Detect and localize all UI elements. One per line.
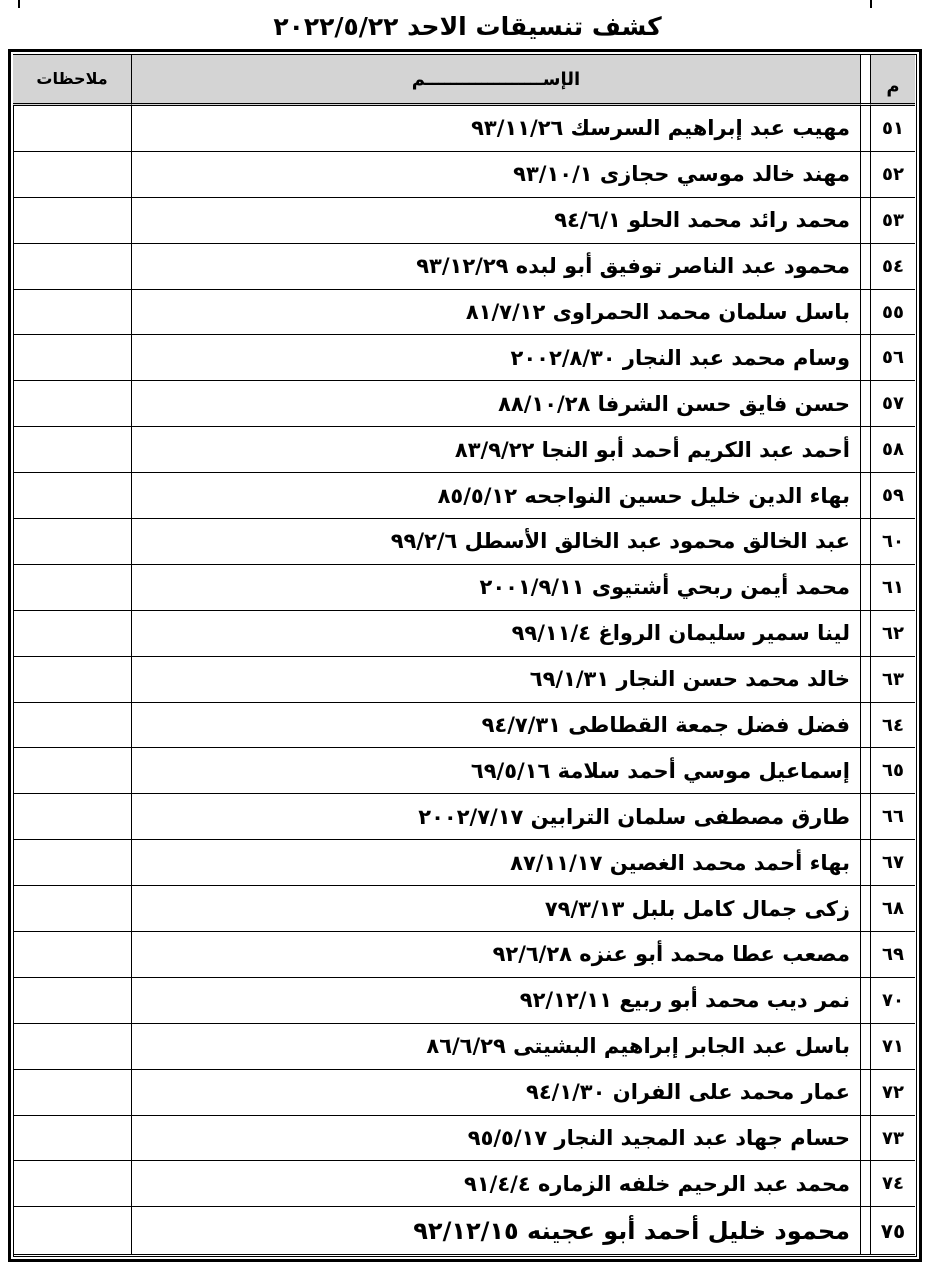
row-name: طارق مصطفى سلمان الترابين ٢٠٠٢/٧/١٧ bbox=[132, 794, 861, 840]
row-number: ٦٩ bbox=[871, 932, 915, 978]
row-notes bbox=[13, 748, 132, 794]
row-name: باسل عبد الجابر إبراهيم البشيتى ٨٦/٦/٢٩ bbox=[132, 1024, 861, 1070]
row-separator bbox=[861, 886, 871, 932]
row-notes bbox=[13, 565, 132, 611]
row-number: ٥٤ bbox=[871, 244, 915, 290]
row-notes bbox=[13, 473, 132, 519]
header-number: م bbox=[871, 55, 915, 106]
row-number: ٧٠ bbox=[871, 978, 915, 1024]
row-number: ٧٥ bbox=[871, 1207, 915, 1255]
table-row bbox=[13, 1207, 915, 1255]
row-number: ٥٢ bbox=[871, 152, 915, 198]
row-number: ٧٣ bbox=[871, 1116, 915, 1162]
names-table bbox=[13, 55, 915, 1255]
row-number: ٦٧ bbox=[871, 840, 915, 886]
row-name: مهند خالد موسي حجازى ٩٣/١٠/١ bbox=[132, 152, 861, 198]
table-row bbox=[13, 1116, 915, 1162]
row-notes bbox=[13, 657, 132, 703]
row-number: ٦٥ bbox=[871, 748, 915, 794]
row-notes bbox=[13, 794, 132, 840]
row-name: محمد رائد محمد الحلو ٩٤/٦/١ bbox=[132, 198, 861, 244]
row-number: ٦٤ bbox=[871, 703, 915, 749]
row-number: ٦٢ bbox=[871, 611, 915, 657]
table-row bbox=[13, 290, 915, 336]
table-row bbox=[13, 703, 915, 749]
table-row bbox=[13, 427, 915, 473]
row-number: ٦٦ bbox=[871, 794, 915, 840]
table-row bbox=[13, 1070, 915, 1116]
row-name: محمود عبد الناصر توفيق أبو لبده ٩٣/١٢/٢٩ bbox=[132, 244, 861, 290]
row-separator bbox=[861, 657, 871, 703]
row-separator bbox=[861, 794, 871, 840]
row-notes bbox=[13, 1161, 132, 1207]
row-name: حسام جهاد عبد المجيد النجار ٩٥/٥/١٧ bbox=[132, 1116, 861, 1162]
row-notes bbox=[13, 244, 132, 290]
row-name: بهاء أحمد محمد الغصين ٨٧/١١/١٧ bbox=[132, 840, 861, 886]
row-name: محمد عبد الرحيم خلفه الزماره ٩١/٤/٤ bbox=[132, 1161, 861, 1207]
row-separator bbox=[861, 152, 871, 198]
table-header-row bbox=[13, 55, 915, 106]
table-row bbox=[13, 473, 915, 519]
top-tick-left bbox=[18, 0, 20, 8]
table-row bbox=[13, 840, 915, 886]
row-separator bbox=[861, 473, 871, 519]
row-name: نمر ديب محمد أبو ربيع ٩٢/١٢/١١ bbox=[132, 978, 861, 1024]
row-name: مصعب عطا محمد أبو عنزه ٩٢/٦/٢٨ bbox=[132, 932, 861, 978]
row-notes bbox=[13, 198, 132, 244]
row-separator bbox=[861, 1207, 871, 1255]
row-number: ٥١ bbox=[871, 106, 915, 152]
table-row bbox=[13, 335, 915, 381]
row-separator bbox=[861, 565, 871, 611]
table-row bbox=[13, 932, 915, 978]
row-separator bbox=[861, 1116, 871, 1162]
row-number: ٥٨ bbox=[871, 427, 915, 473]
row-name: باسل سلمان محمد الحمراوى ٨١/٧/١٢ bbox=[132, 290, 861, 336]
row-notes bbox=[13, 290, 132, 336]
table-row bbox=[13, 565, 915, 611]
table-row bbox=[13, 1161, 915, 1207]
table-row bbox=[13, 657, 915, 703]
row-separator bbox=[861, 1070, 871, 1116]
row-notes bbox=[13, 1116, 132, 1162]
row-separator bbox=[861, 106, 871, 152]
row-separator bbox=[861, 978, 871, 1024]
table-row bbox=[13, 1024, 915, 1070]
row-notes bbox=[13, 703, 132, 749]
row-notes bbox=[13, 1070, 132, 1116]
row-separator bbox=[861, 519, 871, 565]
table-row bbox=[13, 519, 915, 565]
row-name: فضل فضل جمعة القطاطى ٩٤/٧/٣١ bbox=[132, 703, 861, 749]
row-separator bbox=[861, 427, 871, 473]
row-number: ٥٣ bbox=[871, 198, 915, 244]
row-separator bbox=[861, 611, 871, 657]
row-name: عبد الخالق محمود عبد الخالق الأسطل ٩٩/٢/٦ bbox=[132, 519, 861, 565]
row-number: ٦٨ bbox=[871, 886, 915, 932]
row-name: مهيب عبد إبراهيم السرسك ٩٣/١١/٢٦ bbox=[132, 106, 861, 152]
page-title: كشف تنسيقات الاحد ٢٠٢٢/٥/٢٢ bbox=[273, 12, 662, 41]
row-number: ٥٥ bbox=[871, 290, 915, 336]
row-separator bbox=[861, 381, 871, 427]
row-name: بهاء الدين خليل حسين النواجحه ٨٥/٥/١٢ bbox=[132, 473, 861, 519]
row-notes bbox=[13, 519, 132, 565]
row-number: ٦٠ bbox=[871, 519, 915, 565]
row-name: محمود خليل أحمد أبو عجينه ٩٢/١٢/١٥ bbox=[132, 1207, 861, 1255]
table-row bbox=[13, 748, 915, 794]
row-notes bbox=[13, 840, 132, 886]
row-number: ٥٦ bbox=[871, 335, 915, 381]
table-row bbox=[13, 198, 915, 244]
row-name: إسماعيل موسي أحمد سلامة ٦٩/٥/١٦ bbox=[132, 748, 861, 794]
row-notes bbox=[13, 335, 132, 381]
row-notes bbox=[13, 1207, 132, 1255]
row-notes bbox=[13, 978, 132, 1024]
row-number: ٧١ bbox=[871, 1024, 915, 1070]
row-name: زكى جمال كامل بلبل ٧٩/٣/١٣ bbox=[132, 886, 861, 932]
row-name: حسن فايق حسن الشرفا ٨٨/١٠/٢٨ bbox=[132, 381, 861, 427]
header-notes: ملاحظات bbox=[13, 55, 132, 106]
row-number: ٧٢ bbox=[871, 1070, 915, 1116]
table-row bbox=[13, 106, 915, 152]
table-row bbox=[13, 152, 915, 198]
header-name: الإســـــــــــــــــــم bbox=[132, 55, 861, 106]
row-name: لينا سمير سليمان الرواغ ٩٩/١١/٤ bbox=[132, 611, 861, 657]
row-name: خالد محمد حسن النجار ٦٩/١/٣١ bbox=[132, 657, 861, 703]
row-name: محمد أيمن ربحي أشتيوى ٢٠٠١/٩/١١ bbox=[132, 565, 861, 611]
row-number: ٦٣ bbox=[871, 657, 915, 703]
table-row bbox=[13, 978, 915, 1024]
row-name: عمار محمد على الفران ٩٤/١/٣٠ bbox=[132, 1070, 861, 1116]
row-separator bbox=[861, 335, 871, 381]
row-notes bbox=[13, 1024, 132, 1070]
row-notes bbox=[13, 381, 132, 427]
sheet-frame bbox=[8, 49, 922, 1262]
row-notes bbox=[13, 611, 132, 657]
top-border-fragment bbox=[0, 0, 935, 8]
row-number: ٥٩ bbox=[871, 473, 915, 519]
row-separator bbox=[861, 1024, 871, 1070]
row-separator bbox=[861, 840, 871, 886]
row-separator bbox=[861, 290, 871, 336]
row-name: أحمد عبد الكريم أحمد أبو النجا ٨٣/٩/٢٢ bbox=[132, 427, 861, 473]
row-separator bbox=[861, 1161, 871, 1207]
row-notes bbox=[13, 886, 132, 932]
row-number: ٦١ bbox=[871, 565, 915, 611]
row-notes bbox=[13, 427, 132, 473]
row-number: ٥٧ bbox=[871, 381, 915, 427]
header-separator bbox=[861, 55, 871, 106]
row-separator bbox=[861, 748, 871, 794]
table-row bbox=[13, 794, 915, 840]
table-row bbox=[13, 381, 915, 427]
row-notes bbox=[13, 152, 132, 198]
table-row bbox=[13, 611, 915, 657]
row-notes bbox=[13, 932, 132, 978]
table-row bbox=[13, 244, 915, 290]
row-number: ٧٤ bbox=[871, 1161, 915, 1207]
row-separator bbox=[861, 244, 871, 290]
row-separator bbox=[861, 703, 871, 749]
row-separator bbox=[861, 198, 871, 244]
row-notes bbox=[13, 106, 132, 152]
row-name: وسام محمد عبد النجار ٢٠٠٢/٨/٣٠ bbox=[132, 335, 861, 381]
table-row bbox=[13, 886, 915, 932]
top-tick-right bbox=[870, 0, 872, 8]
row-separator bbox=[861, 932, 871, 978]
